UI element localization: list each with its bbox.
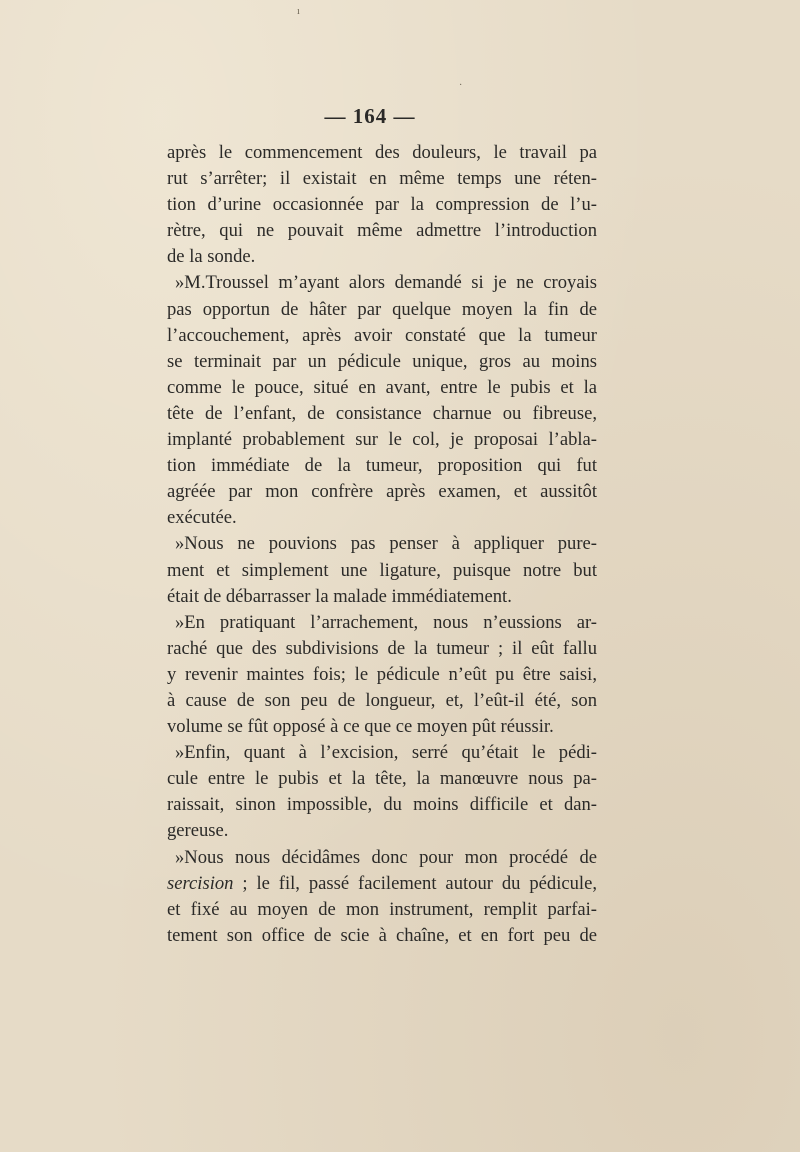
text-line: l’accouchement, après avoir constaté que la tumeur (167, 324, 597, 346)
paragraph-start-line: »Nous ne pouvions pas penser à appliquer pure- (175, 533, 597, 555)
text-line-with-italic (167, 871, 597, 897)
paragraph-start-line: »Nous nous décidâmes donc pour mon procédé de (175, 846, 597, 868)
page-speck: ı (297, 6, 300, 17)
paragraph-start-line: »M.Troussel m’ayant alors demandé si je ne croyais (175, 272, 597, 294)
text-line-rest: ; le fil, passé facilement autour du pédicule, (242, 872, 597, 894)
text-line: cule entre le pubis et la tête, la manœuvre nous pa- (167, 768, 597, 790)
text-line: rètre, qui ne pouvait même admettre l’introduction (167, 220, 597, 242)
text-line: comme le pouce, situé en avant, entre le pubis et la (167, 376, 597, 398)
text-line: implanté probablement sur le col, je proposai l’abla- (167, 429, 597, 451)
text-line: après le commencement des douleurs, le travail pa (167, 142, 597, 163)
text-line: volume se fût opposé à ce que ce moyen pût réussir. (167, 716, 554, 738)
body-text (167, 140, 597, 949)
page-number: — 164 — (324, 104, 416, 128)
text-line: à cause de son peu de longueur, et, l’eût-il été, son (167, 689, 597, 711)
text-line: rut s’arrêter; il existait en même temps une réten- (167, 168, 597, 190)
text-line: tement son office de scie à chaîne, et en fort peu de (167, 924, 597, 946)
italic-term: sercision (167, 872, 234, 894)
text-line: tion d’urine occasionnée par la compression de l’u- (167, 194, 597, 216)
text-line: raché que des subdivisions de la tumeur ; il eût fallu (167, 637, 597, 659)
text-line: tête de l’enfant, de consistance charnue ou fibreuse, (167, 402, 597, 424)
text-line: agréée par mon confrère après examen, et aussitôt (167, 481, 597, 503)
text-line: tion immédiate de la tumeur, proposition qui fut (167, 455, 597, 477)
page-speck: · (459, 80, 463, 91)
text-line: pas opportun de hâter par quelque moyen la fin de (167, 298, 597, 320)
paragraph-start-line: »En pratiquant l’arrachement, nous n’eussions ar- (175, 611, 597, 633)
paragraph-start-line: »Enfin, quant à l’excision, serré qu’était le pédi- (175, 742, 597, 764)
text-line: raissait, sinon impossible, du moins difficile et dan- (167, 794, 597, 816)
text-line: y revenir maintes fois; le pédicule n’eût pu être saisi, (167, 663, 597, 685)
text-line: de la sonde. (167, 246, 256, 268)
text-line: exécutée. (167, 507, 237, 529)
text-line: gereuse. (167, 820, 229, 842)
text-line: était de débarrasser la malade immédiatement. (167, 585, 512, 607)
text-line: ment et simplement une ligature, puisque notre but (167, 559, 597, 581)
text-line: et fixé au moyen de mon instrument, remplit parfai- (167, 898, 597, 920)
text-line: se terminait par un pédicule unique, gros au moins (167, 350, 597, 372)
